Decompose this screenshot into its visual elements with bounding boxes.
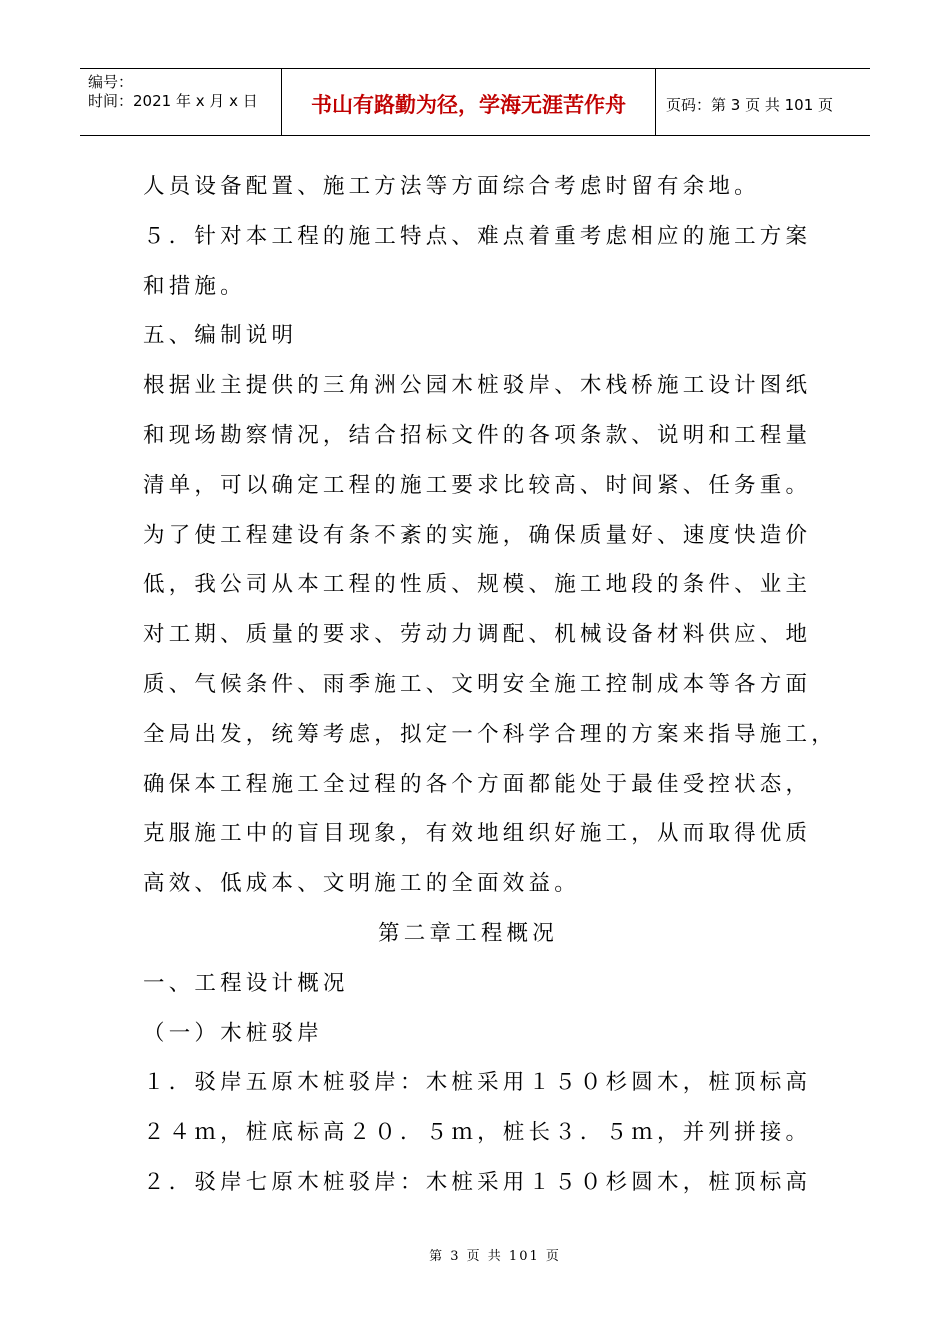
body-line: １．驳岸五原木桩驳岸：木桩采用１５０杉圆木，桩顶标高 (143, 1070, 812, 1096)
document-number-label: 编号： (88, 73, 134, 91)
subsection-heading: （一）木桩驳岸 (143, 1020, 323, 1046)
body-line: 对工期、质量的要求、劳动力调配、机械设备材料供应、地 (143, 622, 812, 648)
header-page-info: 页码：第 3 页 共 101 页 (666, 95, 834, 114)
page-footer (0, 1245, 950, 1264)
section-heading: 五、编制说明 (143, 323, 298, 349)
body-line: 为了使工程建设有条不紊的实施，确保质量好、速度快造价 (143, 522, 812, 548)
body-line: 低，我公司从本工程的性质、规模、施工地段的条件、业主 (143, 572, 812, 598)
body-line: ２４ｍ，桩底标高２０．５ｍ，桩长３．５ｍ，并列拼接。 (143, 1120, 812, 1146)
body-line: 和措施。 (143, 273, 246, 299)
body-line: 人员设备配置、施工方法等方面综合考虑时留有余地。 (143, 174, 760, 199)
body-line: 高效、低成本、文明施工的全面效益。 (143, 871, 580, 897)
document-time-label: 时间：2021 年 x 月 x 日 (88, 92, 258, 110)
body-line: ５．针对本工程的施工特点、难点着重考虑相应的施工方案 (143, 223, 812, 249)
body-line: 和现场勘察情况，结合招标文件的各项条款、说明和工程量 (143, 422, 812, 448)
chapter-title: 第二章工程概况 (378, 920, 558, 946)
header-motto: 书山有路勤为径，学海无涯苦作舟 (311, 93, 626, 117)
body-line: 清单，可以确定工程的施工要求比较高、时间紧、任务重。 (143, 472, 812, 498)
header-motto-cell (282, 69, 656, 135)
footer-page-number: 第 3 页 共 101 页 (429, 1249, 561, 1264)
section-heading: 一、工程设计概况 (143, 970, 349, 996)
body-line: 确保本工程施工全过程的各个方面都能处于最佳受控状态， (143, 771, 812, 797)
body-line: 根据业主提供的三角洲公园木桩驳岸、木栈桥施工设计图纸 (143, 373, 812, 399)
body-line: 质、气候条件、雨季施工、文明安全施工控制成本等各方面 (143, 671, 812, 697)
header-meta-cell (80, 69, 282, 135)
body-line: 全局出发，统筹考虑，拟定一个科学合理的方案来指导施工， (143, 721, 837, 747)
header-page-cell (656, 69, 870, 135)
document-body (143, 162, 837, 1208)
page-header (80, 68, 870, 136)
body-line: ２．驳岸七原木桩驳岸：木桩采用１５０杉圆木，桩顶标高 (143, 1169, 812, 1195)
body-line: 克服施工中的盲目现象，有效地组织好施工，从而取得优质 (143, 821, 812, 847)
